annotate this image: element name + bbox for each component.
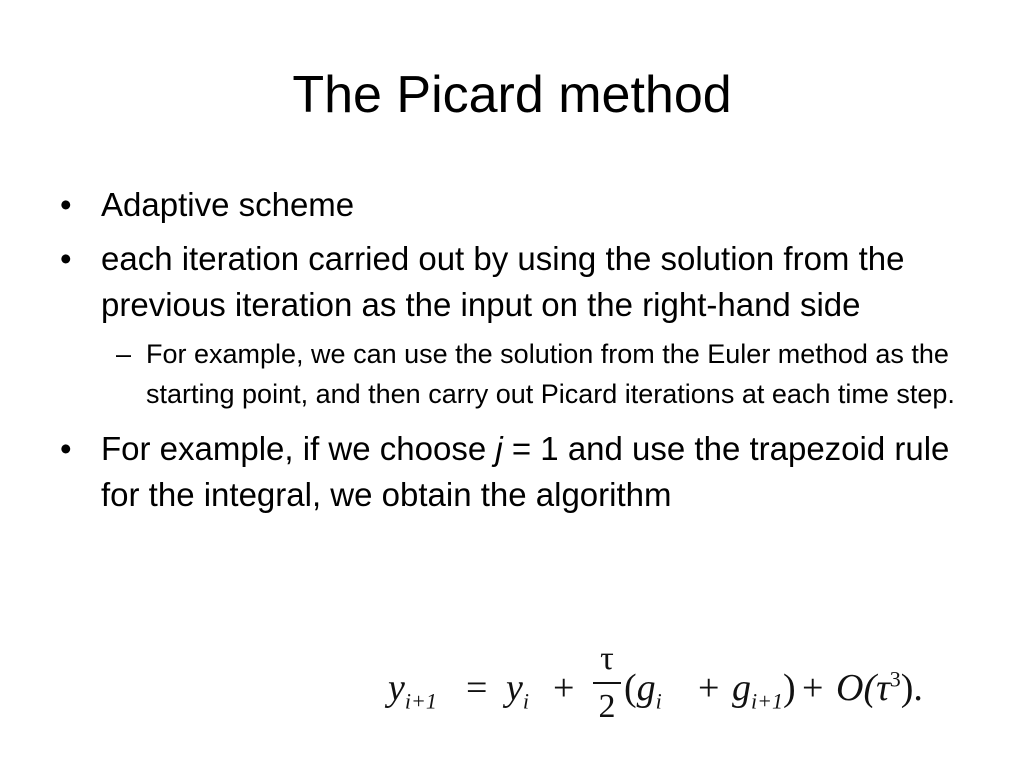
- page-title: The Picard method: [292, 66, 732, 124]
- bullet-marker: •: [60, 430, 72, 467]
- eq-fraction: [593, 640, 621, 726]
- eq-y-var: y: [388, 667, 405, 709]
- bullet-text: Adaptive scheme: [101, 186, 355, 223]
- bullet-marker: •: [60, 240, 72, 277]
- bullet-list: [58, 182, 958, 526]
- eq-fraction-bar: [593, 682, 621, 684]
- bullet-text-after-var: = 1 and use the trapezoid rule for the integral, we obtain the algorithm: [101, 430, 950, 513]
- eq-plus: +: [698, 667, 720, 709]
- equation-lhs: [388, 666, 437, 715]
- trapezoid-equation: [388, 632, 948, 728]
- sub-bullet-text: For example, we can use the solution from the Euler method as the starting point, and then carry out Picard iterations at each time step.: [146, 339, 955, 409]
- variable-j: j: [495, 430, 503, 467]
- bullet-item: [58, 182, 958, 228]
- eq-y-i: $y_i$: [506, 667, 529, 714]
- sub-bullet-marker: –: [116, 339, 132, 369]
- eq-y-subscript: i+1: [404, 688, 437, 714]
- bullet-item: [58, 426, 958, 518]
- sub-bullet-item: [58, 334, 958, 414]
- eq-plus: +: [802, 667, 824, 709]
- bullet-item: [58, 236, 958, 328]
- bullet-marker: •: [60, 186, 72, 223]
- bullet-text: each iteration carried out by using the solution from the previous iteration as the input on the right-hand side: [101, 240, 905, 323]
- eq-equals: =: [466, 667, 488, 709]
- eq-parenthesis-group: ($g_i$: [624, 667, 662, 714]
- eq-plus: +: [553, 667, 575, 709]
- eq-fraction-numerator: τ: [600, 640, 614, 677]
- bullet-text: [101, 430, 949, 513]
- eq-g-next: $g_{i+1}$): [732, 667, 796, 714]
- eq-fraction-denominator: 2: [598, 688, 616, 725]
- bullet-text-before-var: For example, if we choose: [101, 430, 496, 467]
- eq-big-o: $O(\tau^3)$.: [836, 666, 923, 709]
